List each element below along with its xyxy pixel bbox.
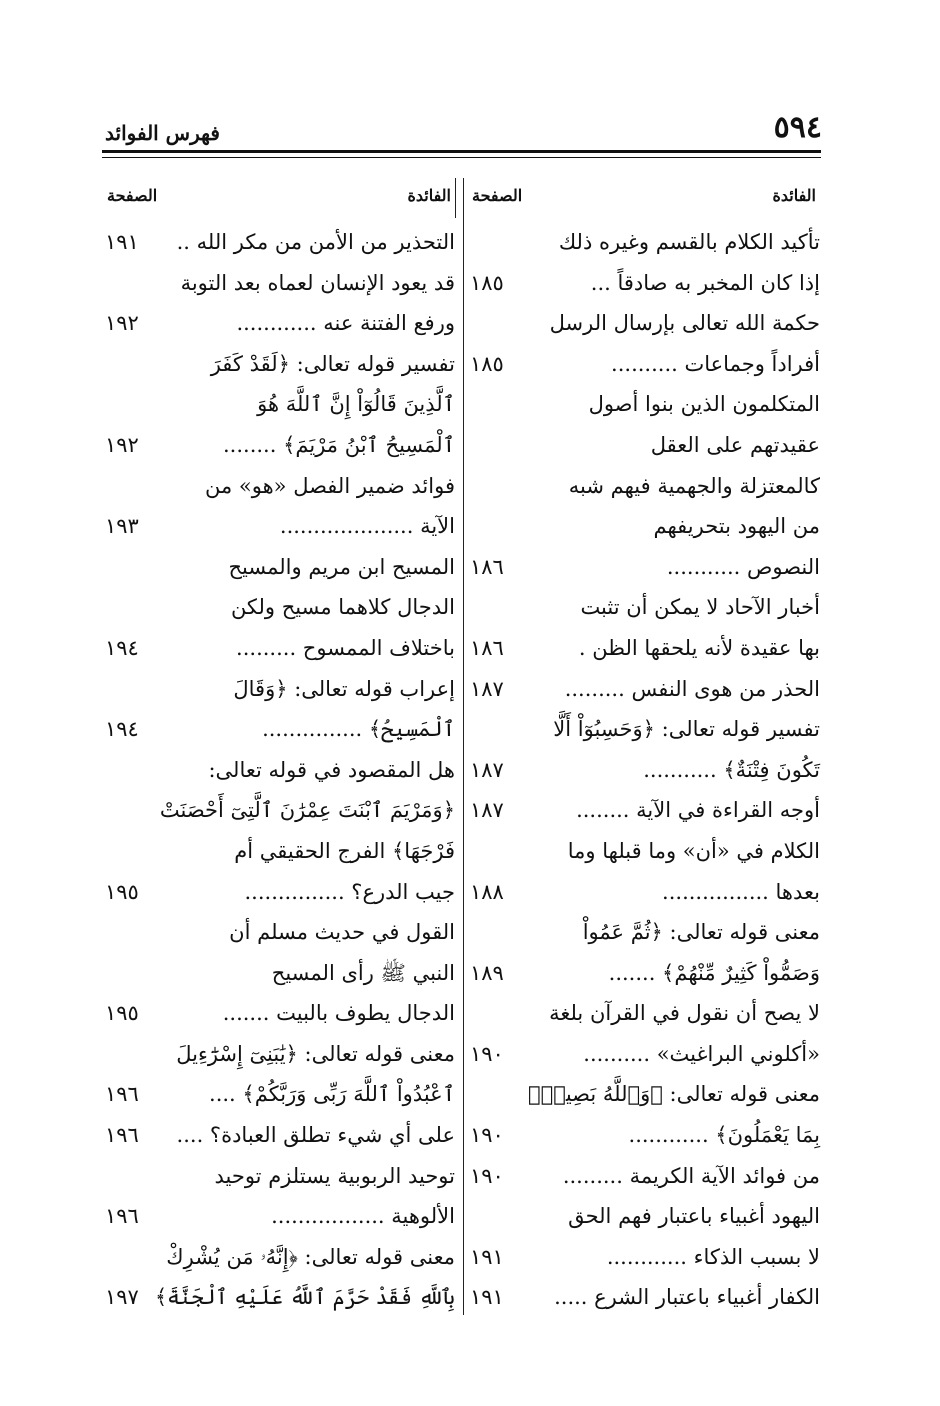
index-line-page: ١٩٢ xyxy=(105,432,139,457)
index-line-text: لا بسبب الذكاء ............ xyxy=(606,1244,820,1269)
index-line-text: أفراداً وجماعات .......... xyxy=(611,351,820,376)
index-line-text: التحذير من الأمن من مكر الله .. xyxy=(176,230,455,254)
index-line-page: ١٨٧ xyxy=(470,676,504,701)
index-line-text: القول في حديث مسلم أن xyxy=(229,920,455,945)
index-line-text: تَكُونَ فِتْنَةٌ﴾ ........... xyxy=(643,757,820,782)
index-line-page: ١٩٢ xyxy=(105,311,139,336)
index-line-page: ١٨٥ xyxy=(470,351,504,376)
index-line xyxy=(470,506,820,547)
index-line-text: بِٱللَّهِ فَقَدْ حَرَّمَ ٱللَّهُ عَلَيْهِ ٱلْجَنَّةَ﴾ xyxy=(154,1285,455,1310)
index-line-text: تفسير قوله تعالى: ﴿لَقَدْ كَفَرَ xyxy=(210,351,455,376)
index-line-page: ١٩٧ xyxy=(105,1285,139,1310)
index-line xyxy=(105,425,455,466)
index-line-text: كالمعتزلة والجهمية فيهم شبه xyxy=(568,473,820,498)
index-line xyxy=(105,872,455,913)
index-line xyxy=(105,506,455,547)
right-index-column xyxy=(470,178,820,1318)
index-line-text: ٱلْمَسِيحُ ٱبْنُ مَرْيَمَ﴾ ........ xyxy=(223,432,455,457)
index-line xyxy=(105,750,455,791)
index-line-page: ١٩١ xyxy=(470,1244,504,1269)
index-line-text: ﴿وَمَرْيَمَ ٱبْنَتَ عِمْرَٰنَ ٱلَّتِىٓ أَحْصَنَتْ xyxy=(159,798,455,823)
left-entries xyxy=(105,222,455,1318)
index-line-text: على أي شيء تطلق العبادة؟ .... xyxy=(176,1123,455,1148)
index-line xyxy=(105,303,455,344)
left-head-feature: الفائدة xyxy=(407,186,451,205)
index-line xyxy=(105,669,455,710)
index-line-text: الحذر من هوى النفس ......... xyxy=(564,676,820,701)
index-line-page: ١٨٥ xyxy=(470,270,504,295)
index-line-text: أوجه القراءة في الآية ........ xyxy=(576,798,820,823)
index-line xyxy=(470,1074,820,1115)
index-line xyxy=(470,1196,820,1237)
index-line xyxy=(105,1237,455,1278)
index-line xyxy=(470,303,820,344)
index-line xyxy=(470,953,820,994)
index-line-page: ١٨٨ xyxy=(470,879,504,904)
index-line-text: إعراب قوله تعالى: ﴿وَقَالَ xyxy=(233,676,455,701)
index-line xyxy=(105,831,455,872)
index-line-text: وَصَمُّواْ كَثِيرٌ مِّنْهُمْ﴾ ....... xyxy=(608,960,820,985)
index-line-text: إذا كان المخبر به صادقاً ... xyxy=(590,270,820,295)
index-line-text: تأكيد الكلام بالقسم وغيره ذلك xyxy=(558,230,820,254)
index-line-text: الكلام في «أن» وما قبلها وما xyxy=(567,838,820,863)
header-rule-thin xyxy=(102,157,821,158)
index-line xyxy=(470,790,820,831)
index-line xyxy=(105,912,455,953)
index-line xyxy=(470,263,820,304)
index-line-page: ١٩٤ xyxy=(105,635,139,660)
column-divider-secondary xyxy=(455,178,456,218)
index-line xyxy=(105,222,455,263)
index-line-page: ١٩٠ xyxy=(470,1123,504,1148)
index-line-page: ١٩٦ xyxy=(105,1082,139,1107)
index-line xyxy=(105,1277,455,1318)
index-line xyxy=(105,384,455,425)
index-line-text: قد يعود الإنسان لعماه بعد التوبة xyxy=(180,270,455,295)
index-line-text: ٱلْمَسِيحُ﴾ ............... xyxy=(262,717,455,742)
index-line xyxy=(105,790,455,831)
index-line-text: معنى قوله تعالى: ﴿إِنَّهُۥ مَن يُشْرِكْ xyxy=(166,1244,455,1269)
index-line xyxy=(470,831,820,872)
index-line xyxy=(470,1115,820,1156)
index-line-text: «أكلوني البراغيث» .......... xyxy=(583,1041,820,1066)
index-line xyxy=(105,1115,455,1156)
index-line xyxy=(105,953,455,994)
left-column-head xyxy=(105,178,455,222)
index-line-text: ٱعْبُدُواْ ٱللَّهَ رَبِّى وَرَبَّكُمْ﴾ .... xyxy=(209,1082,455,1107)
index-line xyxy=(470,1034,820,1075)
page-number: ٥٩٤ xyxy=(773,110,822,145)
right-entries xyxy=(470,222,820,1318)
index-line-page: ١٨٧ xyxy=(470,757,504,782)
left-head-page: الصفحة xyxy=(107,186,158,205)
index-line xyxy=(105,1196,455,1237)
index-line-text: بِمَا يَعْمَلُونَ﴾ ............ xyxy=(628,1123,820,1148)
index-line xyxy=(105,628,455,669)
index-line-text: ورفع الفتنة عنه ............ xyxy=(236,311,455,336)
column-divider xyxy=(463,178,464,1315)
index-line xyxy=(470,344,820,385)
index-line-text: فَرْجَهَا﴾ الفرج الحقيقي أم xyxy=(234,838,455,863)
index-line-text: بعدها ................ xyxy=(662,879,820,904)
index-line-page: ١٩٥ xyxy=(105,879,139,904)
index-line-page: ١٨٩ xyxy=(470,960,504,985)
index-line-text: أخبار الآحاد لا يمكن أن تثبت xyxy=(580,595,820,620)
index-line-page: ١٩٥ xyxy=(105,1001,139,1026)
index-line xyxy=(105,344,455,385)
header-rule-thick xyxy=(102,150,821,153)
index-line-text: حكمة الله تعالى بإرسال الرسل xyxy=(549,311,820,336)
index-line xyxy=(470,425,820,466)
index-line xyxy=(470,669,820,710)
index-line xyxy=(470,1237,820,1278)
index-line-text: النصوص ........... xyxy=(666,554,820,579)
index-line-text: ٱلَّذِينَ قَالُوٓاْ إِنَّ ٱللَّهَ هُوَ xyxy=(257,392,455,417)
index-line xyxy=(470,628,820,669)
index-line-page: ١٩٠ xyxy=(470,1163,504,1188)
index-line-page: ١٩١ xyxy=(470,1285,504,1310)
index-line-page: ١٨٦ xyxy=(470,635,504,660)
index-line-text: المسيح ابن مريم والمسيح xyxy=(228,554,455,579)
index-line xyxy=(105,993,455,1034)
index-line-text: معنى قوله تعالى: ﴿ثُمَّ عَمُواْ xyxy=(582,920,820,945)
index-line-page: ١٨٧ xyxy=(470,798,504,823)
left-index-column xyxy=(105,178,455,1318)
index-line-text: لا يصح أن نقول في القرآن بلغة xyxy=(549,1001,820,1026)
index-line-page: ١٩٤ xyxy=(105,717,139,742)
index-line-text: الآية .................... xyxy=(279,514,455,539)
index-line-text: هل المقصود في قوله تعالى: xyxy=(208,757,455,782)
index-line-text: معنى قوله تعالى: ﴿وَٱللَّهُ بَصِيرٌۢ xyxy=(528,1082,820,1107)
index-line xyxy=(105,709,455,750)
index-line-text: باختلاف الممسوح ......... xyxy=(236,635,455,660)
index-line-page: ١٩١ xyxy=(105,230,139,254)
index-line-text: تفسير قوله تعالى: ﴿وَحَسِبُوٓاْ أَلَّا xyxy=(553,717,820,742)
right-head-page: الصفحة xyxy=(472,186,523,205)
index-line xyxy=(105,1034,455,1075)
index-line-page: ١٨٦ xyxy=(470,554,504,579)
index-line-page: ١٩٣ xyxy=(105,514,139,539)
index-line xyxy=(470,466,820,507)
index-line xyxy=(470,993,820,1034)
index-line-text: عقيدتهم على العقل xyxy=(650,432,820,457)
index-line-text: معنى قوله تعالى: ﴿يَٰبَنِىٓ إِسْرَٰٓءِيلَ xyxy=(176,1041,455,1066)
index-line xyxy=(105,1074,455,1115)
index-line-text: جيب الدرع؟ ............... xyxy=(244,879,455,904)
index-line-text: الدجال كلاهما مسيح ولكن xyxy=(230,595,455,620)
index-line xyxy=(470,1277,820,1318)
index-line-text: فوائد ضمير الفصل «هو» من xyxy=(204,473,455,498)
index-line-page: ١٩٠ xyxy=(470,1041,504,1066)
index-line-text: الدجال يطوف بالبيت ....... xyxy=(222,1001,455,1026)
index-line xyxy=(105,466,455,507)
index-line-text: توحيد الربوبية يستلزم توحيد xyxy=(214,1163,455,1188)
index-line xyxy=(105,263,455,304)
running-title: فهرس الفوائد xyxy=(105,121,220,145)
index-line-text: بها عقيدة لأنه يلحقها الظن . xyxy=(578,635,820,660)
right-head-feature: الفائدة xyxy=(772,186,816,205)
index-line xyxy=(470,384,820,425)
index-line-text: من اليهود بتحريفهم xyxy=(653,514,820,539)
index-line xyxy=(105,587,455,628)
index-line xyxy=(470,587,820,628)
index-line xyxy=(470,750,820,791)
index-line-page: ١٩٦ xyxy=(105,1123,139,1148)
index-line xyxy=(105,547,455,588)
index-line xyxy=(470,709,820,750)
right-column-head xyxy=(470,178,820,222)
index-line-page: ١٩٦ xyxy=(105,1204,139,1229)
index-line xyxy=(105,1156,455,1197)
index-line xyxy=(470,1156,820,1197)
index-line-text: من فوائد الآية الكريمة ......... xyxy=(562,1163,820,1188)
index-line xyxy=(470,872,820,913)
index-line-text: النبي ﷺ رأى المسيح xyxy=(271,960,455,985)
index-line-text: اليهود أغبياء باعتبار فهم الحق xyxy=(568,1204,820,1229)
index-line-text: المتكلمون الذين بنوا أصول xyxy=(588,392,820,417)
index-line-text: الألوهية ................. xyxy=(271,1204,455,1229)
index-line xyxy=(470,547,820,588)
index-line xyxy=(470,222,820,263)
page-header xyxy=(105,108,822,152)
index-line xyxy=(470,912,820,953)
index-line-text: الكفار أغبياء باعتبار الشرع ..... xyxy=(554,1285,820,1310)
